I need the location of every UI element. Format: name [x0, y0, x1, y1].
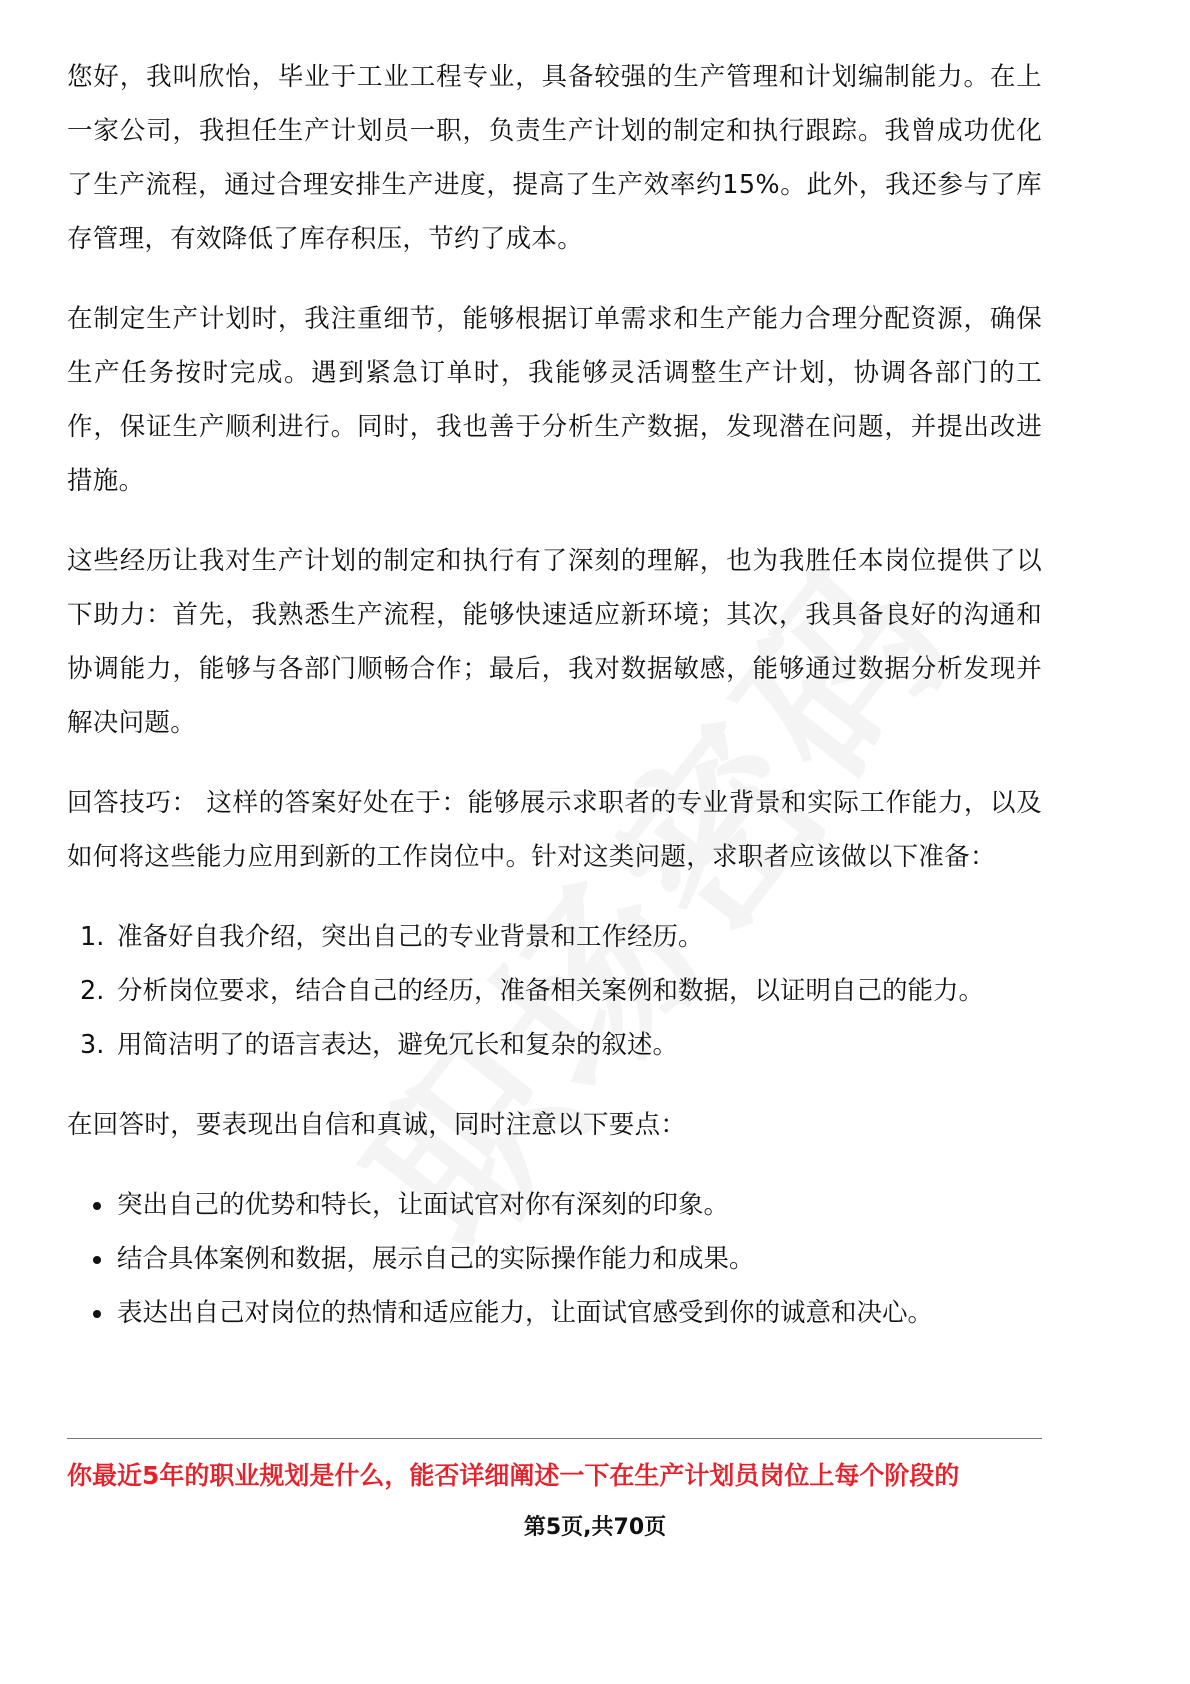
list-item: [67, 1018, 1042, 1072]
list-item-text: 突出自己的优势和特长，让面试官对你有深刻的印象。: [117, 1190, 730, 1220]
list-number: 2.: [80, 976, 105, 1006]
section-divider: [67, 1438, 1042, 1439]
paragraph-lead-in: 在回答时，要表现出自信和真诚，同时注意以下要点：: [67, 1110, 687, 1140]
next-question-heading: 你最近5年的职业规划是什么，能否详细阐述一下在生产计划员岗位上每个阶段的: [67, 1461, 960, 1490]
list-item: [67, 1232, 1042, 1286]
list-number: 1.: [80, 922, 105, 952]
bullet-dot-icon: [93, 1202, 101, 1210]
bullet-dot-icon: [93, 1310, 101, 1318]
list-item: [67, 1286, 1042, 1340]
tips-label: 回答技巧：: [67, 788, 198, 818]
tips-text: 这样的答案好处在于：能够展示求职者的专业背景和实际工作能力，以及如何将这些能力应用到新的工作岗位中。针对这类问题，求职者应该做以下准备：: [67, 788, 1042, 872]
list-item-text: 分析岗位要求，结合自己的经历，准备相关案例和数据，以证明自己的能力。: [117, 976, 985, 1006]
list-item: [67, 964, 1042, 1018]
list-item-text: 准备好自我介绍，突出自己的专业背景和工作经历。: [117, 922, 704, 952]
list-item: [67, 1178, 1042, 1232]
page-number-footer: 第5页,共70页: [523, 1515, 667, 1540]
list-item-text: 表达出自己对岗位的热情和适应能力，让面试官感受到你的诚意和决心。: [117, 1298, 934, 1328]
list-item-text: 用简洁明了的语言表达，避免冗长和复杂的叙述。: [117, 1030, 679, 1060]
paragraph-tips: [67, 776, 1042, 884]
bullet-dot-icon: [93, 1256, 101, 1264]
list-item-text: 结合具体案例和数据，展示自己的实际操作能力和成果。: [117, 1244, 755, 1274]
paragraph-planning: 在制定生产计划时，我注重细节，能够根据订单需求和生产能力合理分配资源，确保生产任务按时完成。遇到紧急订单时，我能够灵活调整生产计划，协调各部门的工作，保证生产顺利进行。同时，我也善于分析生产数据，发现潜在问题，并提出改进措施。: [67, 304, 1042, 496]
answer-body: [67, 50, 1042, 1340]
list-item: [67, 910, 1042, 964]
key-points-list: [67, 1178, 1042, 1340]
list-number: 3.: [80, 1030, 105, 1060]
paragraph-intro: 您好，我叫欣怡，毕业于工业工程专业，具备较强的生产管理和计划编制能力。在上一家公司，我担任生产计划员一职，负责生产计划的制定和执行跟踪。我曾成功优化了生产流程，通过合理安排生产进度，提高了生产效率约15%。此外，我还参与了库存管理，有效降低了库存积压，节约了成本。: [67, 62, 1042, 254]
paragraph-experience: 这些经历让我对生产计划的制定和执行有了深刻的理解，也为我胜任本岗位提供了以下助力：首先，我熟悉生产流程，能够快速适应新环境；其次，我具备良好的沟通和协调能力，能够与各部门顺畅合作；最后，我对数据敏感，能够通过数据分析发现并解决问题。: [67, 546, 1042, 738]
preparation-steps-list: [67, 910, 1042, 1072]
